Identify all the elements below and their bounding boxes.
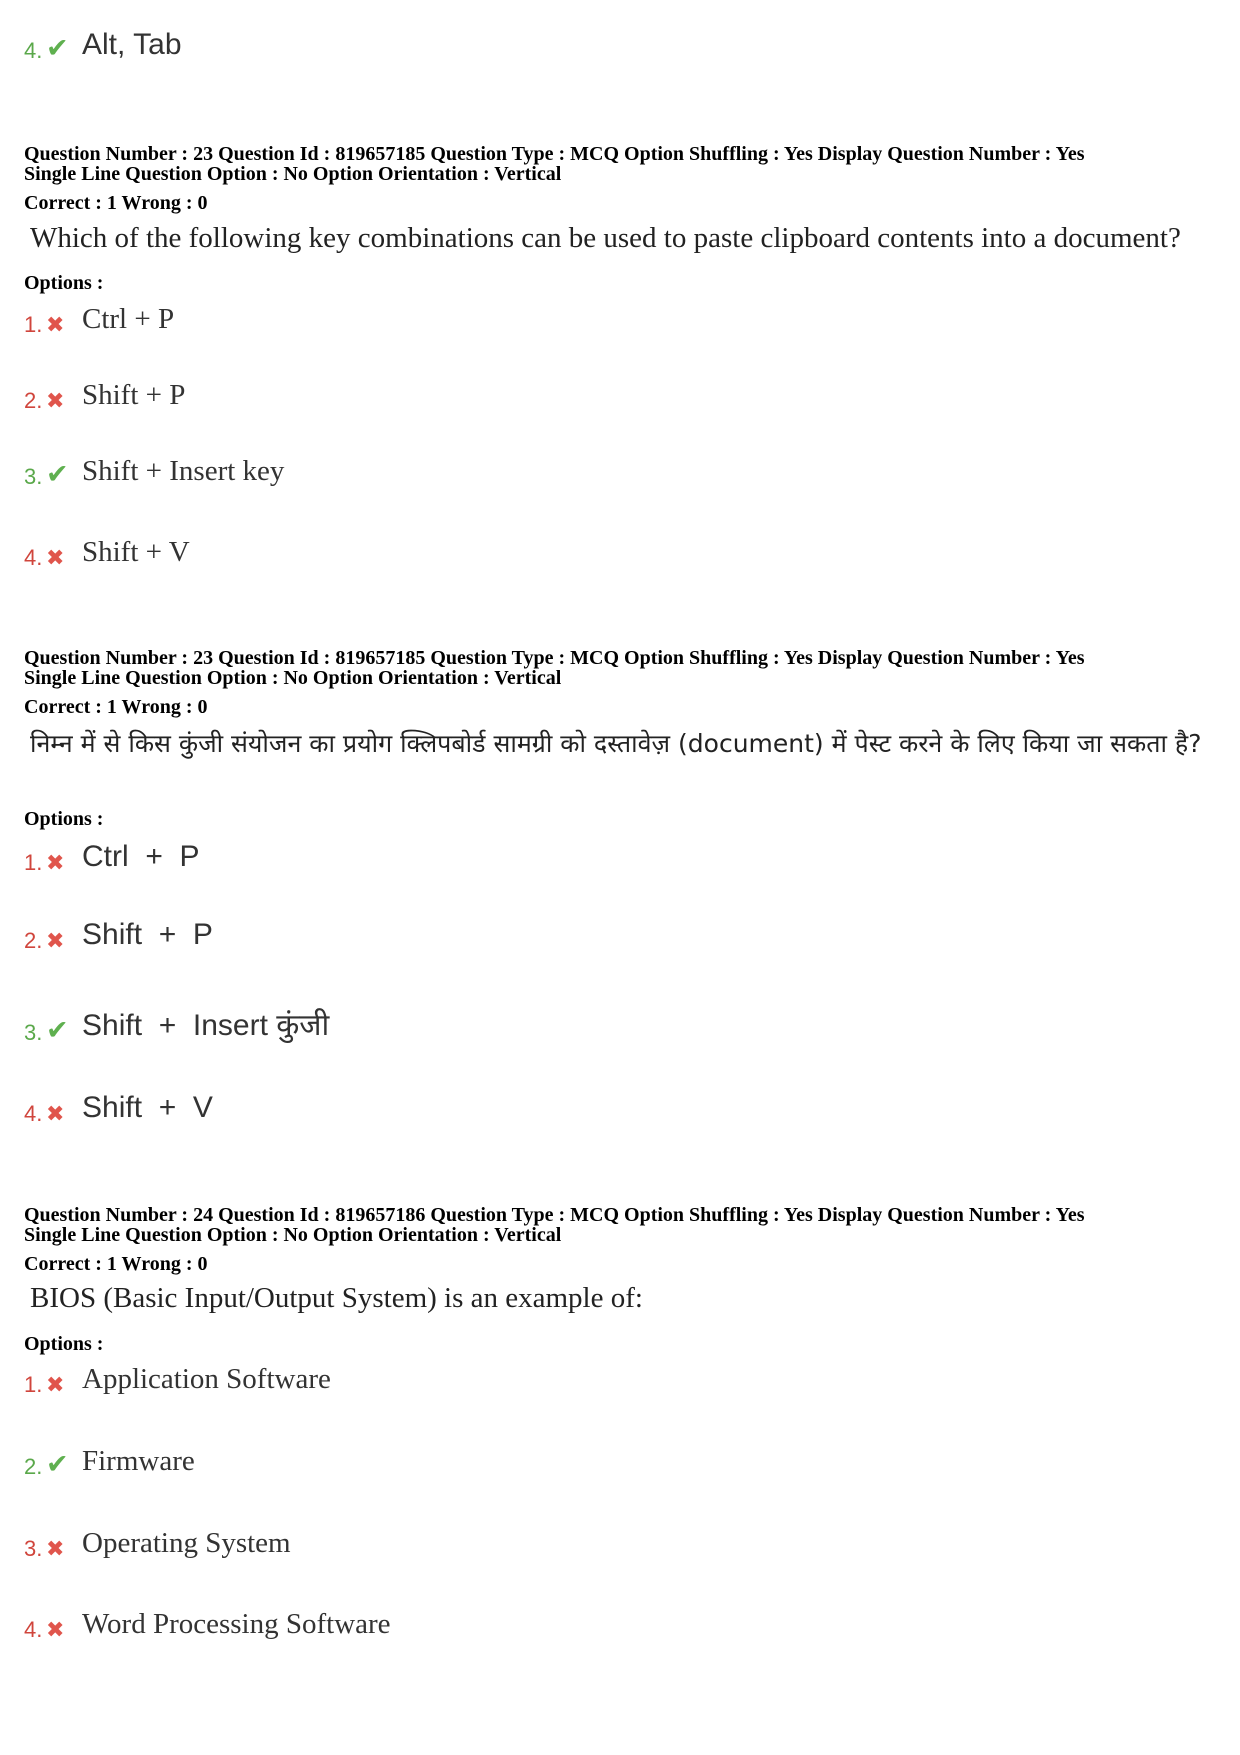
question-text: BIOS (Basic Input/Output System) is an example of: <box>30 1282 643 1314</box>
option-text: Alt, Tab <box>82 28 182 61</box>
option-item <box>24 1003 329 1044</box>
question-meta-line2: Single Line Question Option : No Option Orientation : Vertical <box>24 1224 562 1246</box>
option-number: 2. <box>24 388 43 413</box>
cross-icon: ✖ <box>46 312 65 337</box>
question-meta-line1: Question Number : 24 Question Id : 819657186 Question Type : MCQ Option Shuffling : Yes Display Question Number : Yes <box>24 1204 1085 1226</box>
option-text: Firmware <box>82 1445 195 1477</box>
option-number: 1. <box>24 850 43 875</box>
cross-icon: ✖ <box>46 545 65 570</box>
option-number: 4. <box>24 1617 43 1642</box>
cross-icon: ✖ <box>46 850 65 875</box>
option-number: 1. <box>24 312 43 337</box>
question-meta-line1: Question Number : 23 Question Id : 819657185 Question Type : MCQ Option Shuffling : Yes Display Question Number : Yes <box>24 647 1085 669</box>
options-label: Options : <box>24 808 104 830</box>
option-item <box>24 1091 213 1125</box>
option-item <box>24 303 174 336</box>
option-text: Shift + Insert key <box>82 455 285 487</box>
question-marks: Correct : 1 Wrong : 0 <box>24 1253 208 1275</box>
option-number: 4. <box>24 1101 43 1126</box>
cross-icon: ✖ <box>46 1372 65 1397</box>
check-icon: ✔ <box>46 1449 69 1479</box>
question-meta-line2: Single Line Question Option : No Option Orientation : Vertical <box>24 667 562 689</box>
option-text: Operating System <box>82 1527 291 1559</box>
option-text: Ctrl + P <box>82 303 175 335</box>
question-meta-line2: Single Line Question Option : No Option Orientation : Vertical <box>24 163 562 185</box>
option-text: Word Processing Software <box>82 1608 391 1640</box>
option-text: Shift + V <box>82 536 190 568</box>
option-item <box>24 918 213 952</box>
check-icon: ✔ <box>46 459 69 489</box>
question-marks: Correct : 1 Wrong : 0 <box>24 192 208 214</box>
cross-icon: ✖ <box>46 1617 65 1642</box>
option-text: Shift + V <box>82 1091 213 1124</box>
option-text: Application Software <box>82 1363 331 1395</box>
option-item <box>24 536 190 569</box>
option-text: Ctrl + P <box>82 840 200 873</box>
option-item <box>24 1445 195 1478</box>
question-meta-line1: Question Number : 23 Question Id : 819657185 Question Type : MCQ Option Shuffling : Yes Display Question Number : Yes <box>24 143 1085 165</box>
option-number: 3. <box>24 464 43 489</box>
option-number: 3. <box>24 1536 43 1561</box>
cross-icon: ✖ <box>46 388 65 413</box>
cross-icon: ✖ <box>46 1101 65 1126</box>
option-text: Shift + P <box>82 379 186 411</box>
option-item <box>24 455 284 488</box>
option-number: 2. <box>24 928 43 953</box>
option-number: 3. <box>24 1020 43 1045</box>
option-item <box>24 1608 391 1641</box>
check-icon: ✔ <box>46 1015 69 1045</box>
option-number: 1. <box>24 1372 43 1397</box>
cross-icon: ✖ <box>46 1536 65 1561</box>
option-text: Shift + P <box>82 918 213 951</box>
cross-icon: ✖ <box>46 928 65 953</box>
check-icon: ✔ <box>46 33 69 63</box>
option-item <box>24 840 200 874</box>
option-item <box>24 1363 331 1396</box>
question-marks: Correct : 1 Wrong : 0 <box>24 696 208 718</box>
question-text: निम्न में से किस कुंजी संयोजन का प्रयोग क्लिपबोर्ड सामग्री को दस्तावेज़ (document) में पेस्ट करने के लिए किया जा सकता है? <box>30 729 1202 758</box>
option-number: 2. <box>24 1454 43 1479</box>
option-number: 4. <box>24 545 43 570</box>
option-text: Shift + Insert कुंजी <box>82 1009 330 1042</box>
option-number: 4. <box>24 38 43 63</box>
options-label: Options : <box>24 272 104 294</box>
option-item <box>24 379 185 412</box>
prev-option <box>24 28 182 62</box>
question-text: Which of the following key combinations can be used to paste clipboard contents into a document? <box>30 222 1181 254</box>
option-item <box>24 1527 291 1560</box>
options-label: Options : <box>24 1333 104 1355</box>
